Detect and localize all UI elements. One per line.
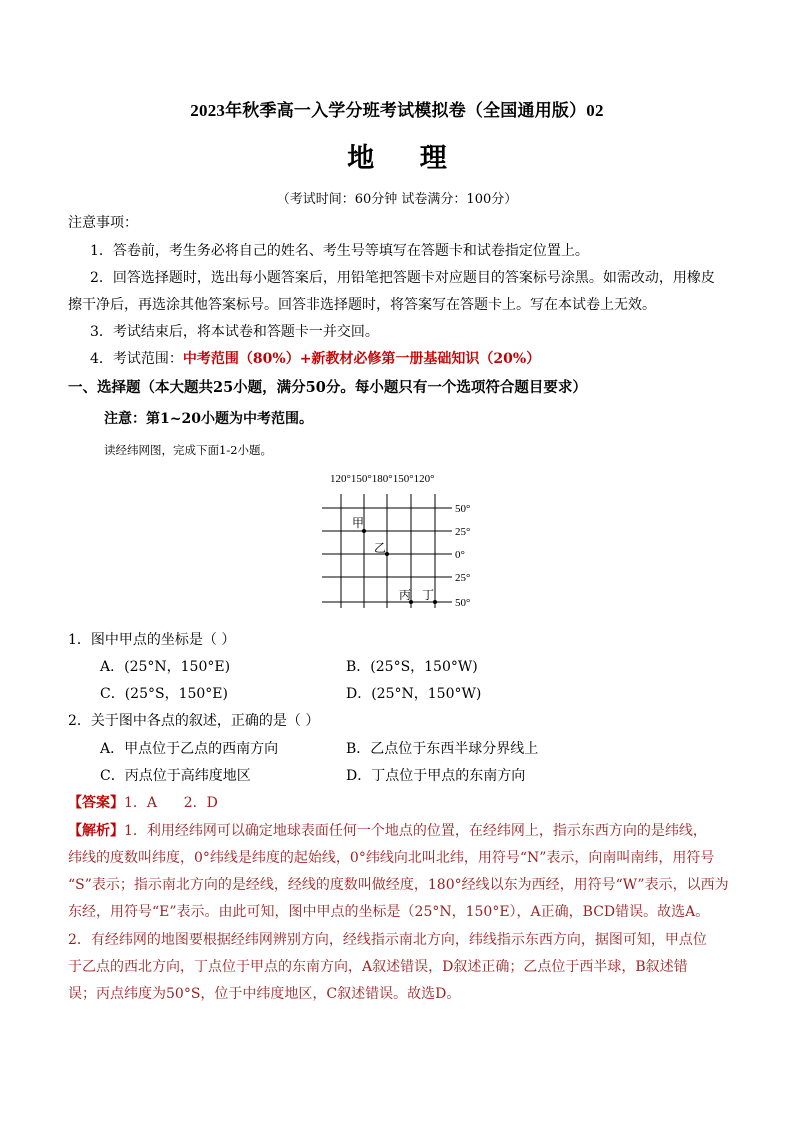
question-2-option-a: A．甲点位于乙点的西南方向	[100, 741, 279, 757]
point-yi-label: 乙	[374, 541, 387, 555]
lat-label-50n: 50°	[455, 503, 471, 515]
notice-item-3: 3．考试结束后，将本试卷和答题卡一并交回。	[90, 324, 379, 340]
answer-block	[68, 790, 218, 817]
notice-heading: 注意事项：	[68, 215, 138, 231]
analysis-line-1	[68, 818, 707, 845]
lat-label-50s: 50°	[455, 597, 471, 609]
point-bing-label: 丙	[399, 588, 412, 602]
exam-timing: （考试时间：60分钟 试卷满分：100分）	[276, 192, 518, 207]
longitude-labels: 120°150°180°150°120°	[330, 473, 435, 485]
analysis-line-3: “S”表示；指示南北方向的是经线，经线的度数叫做经度，180°经线以东为西经，用符号“W”表示，以西为	[68, 877, 729, 893]
analysis-text-1: 1．利用经纬网可以确定地球表面任何一个地点的位置，在经纬网上，指示东西方向的是纬线，	[124, 823, 707, 839]
analysis-line-4: 东经，用符号“E”表示。由此可知，图中甲点的坐标是（25°N，150°E），A正确，BCD错误。故选A。	[68, 904, 710, 920]
notice-item-2-cont: 擦干净后，再选涂其他答案标号。回答非选择题时，将答案写在答题卡上。写在本试卷上无效。	[68, 297, 656, 313]
question-1-option-c: C．(25°S，150°E)	[100, 686, 228, 702]
lat-label-25s: 25°	[455, 572, 471, 584]
lat-label-0: 0°	[455, 549, 465, 561]
notice-item-4	[90, 346, 540, 373]
subject-title: 地 理	[347, 143, 465, 174]
analysis-line-5: 2．有经纬网的地图要根据经纬网辨别方向，经线指示南北方向，纬线指示东西方向，据图可知，甲点位	[68, 932, 707, 948]
analysis-tag: 【解析】	[68, 823, 124, 839]
analysis-line-2: 纬线的度数叫纬度，0°纬线是纬度的起始线，0°纬线向北叫北纬，用符号“N”表示，向南叫南纬，用符号	[68, 850, 715, 866]
analysis-line-7: 误；丙点纬度为50°S，位于中纬度地区，C叙述错误。故选D。	[68, 986, 461, 1002]
section-heading: 一、选择题（本大题共25小题，满分50分。每小题只有一个选项符合题目要求）	[68, 379, 587, 396]
section-note: 注意：第1~20小题为中考范围。	[104, 411, 313, 427]
answer-text: 1．A 2．D	[124, 795, 218, 811]
question-2-option-b: B．乙点位于东西半球分界线上	[346, 741, 539, 757]
question-1-option-d: D．(25°N，150°W)	[346, 686, 482, 702]
question-2-stem: 2．关于图中各点的叙述，正确的是（ ）	[68, 713, 320, 729]
latlong-grid-map	[318, 468, 478, 618]
question-1-stem: 1．图中甲点的坐标是（ ）	[68, 632, 236, 648]
question-2-option-c: C．丙点位于高纬度地区	[100, 768, 251, 784]
point-ding-label: 丁	[422, 588, 435, 602]
answer-tag: 【答案】	[68, 795, 124, 811]
question-1-option-a: A．(25°N，150°E)	[100, 659, 231, 675]
lat-label-25n: 25°	[455, 526, 471, 538]
point-jia-label: 甲	[352, 516, 365, 530]
notice-item-4-prefix: 4．考试范围：	[90, 351, 183, 367]
question-2-option-d: D．丁点位于甲点的东南方向	[346, 768, 526, 784]
exam-scope: 中考范围（80%）+新教材必修第一册基础知识（20%）	[182, 351, 541, 367]
analysis-line-6: 于乙点的西北方向，丁点位于甲点的东南方向，A叙述错误，D叙述正确；乙点位于西半球，B叙述错	[68, 959, 688, 975]
question-intro: 读经纬网图，完成下面1-2小题。	[104, 443, 273, 457]
exam-title: 2023年秋季高一入学分班考试模拟卷（全国通用版）02	[190, 101, 604, 120]
notice-item-2: 2．回答选择题时，选出每小题答案后，用铅笔把答题卡对应题目的答案标号涂黑。如需改动，用橡皮	[90, 270, 715, 286]
question-1-option-b: B．(25°S，150°W)	[346, 659, 478, 675]
notice-item-1: 1．答卷前，考生务必将自己的姓名、考生号等填写在答题卡和试卷指定位置上。	[90, 243, 589, 259]
